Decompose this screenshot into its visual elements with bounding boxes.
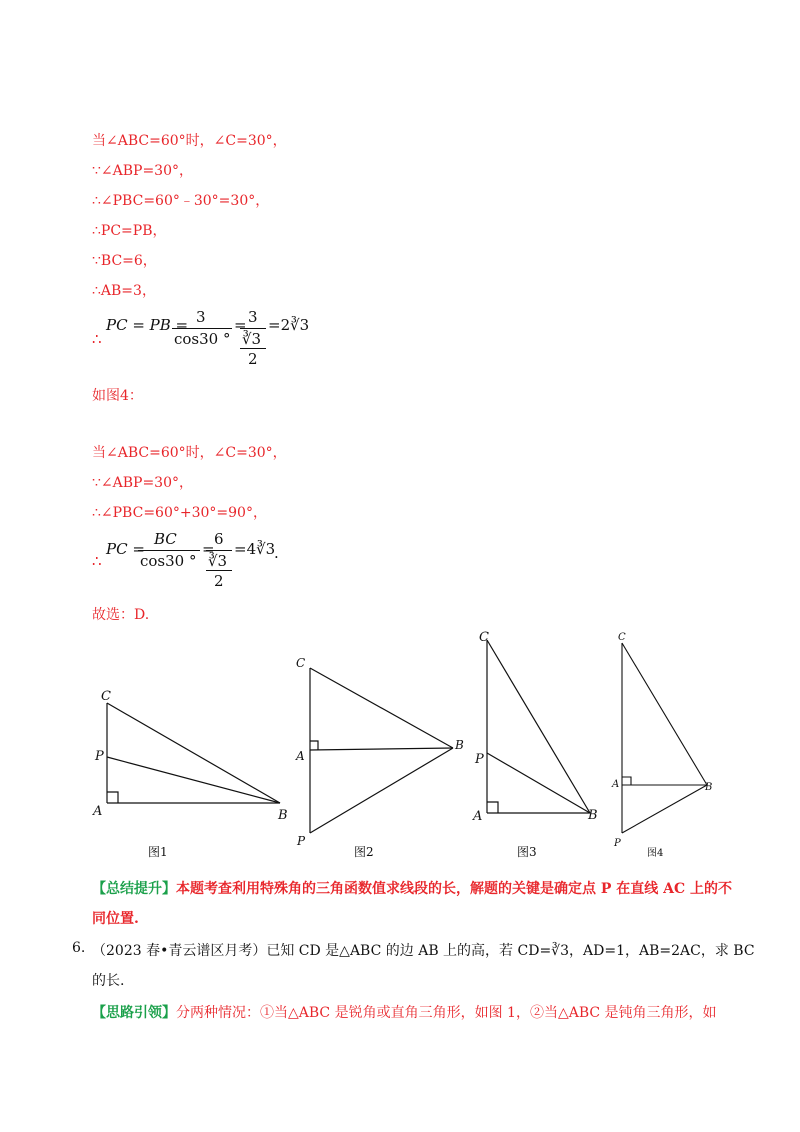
- figure-caption: 图4: [647, 848, 664, 859]
- formula-result: =4∛3: [234, 540, 276, 558]
- summary-line: 同位置.: [92, 911, 139, 927]
- solution-line: ∴∠PBC=60°+30°=90°，: [92, 505, 267, 521]
- solution-line: ∵∠ABP=30°，: [92, 475, 194, 491]
- figure-2: [310, 668, 453, 833]
- fraction-denominator: cos30 °: [174, 330, 231, 348]
- fig2-label-C: C: [296, 656, 306, 670]
- fig3-label-P: P: [475, 752, 484, 767]
- fig3-label-C: C: [479, 630, 489, 645]
- solution-line: ∴AB=3，: [92, 283, 156, 299]
- hint-line: [92, 1002, 717, 1022]
- solution-line: ∴PC=PB，: [92, 223, 167, 239]
- fig1-label-P: P: [95, 749, 104, 764]
- figure-3: [487, 640, 590, 813]
- fraction-numerator: BC: [154, 530, 177, 548]
- figure-4: [622, 643, 707, 833]
- formula-1: [92, 308, 352, 368]
- fraction-denominator: 2: [214, 572, 224, 590]
- equals-sign: =: [202, 540, 215, 558]
- answer-line: 故选：D.: [92, 607, 150, 623]
- fraction-denominator: 2: [248, 350, 258, 368]
- formula-lhs: PC =: [106, 540, 145, 558]
- therefore-symbol: ∴: [92, 552, 102, 570]
- figure-intro: 如图4：: [92, 388, 143, 404]
- solution-line: ∴∠PBC=60°﹣30°=30°，: [92, 193, 270, 209]
- formula-2: [92, 530, 372, 592]
- fraction-denominator: cos30 °: [140, 552, 197, 570]
- solution-line: ∵BC=6，: [92, 253, 157, 269]
- figure-caption: 图1: [148, 845, 168, 859]
- problem-text: （2023 春•青云谱区月考）已知 CD 是△ABC 的边 AB 上的高，若 CD=∛3，AD=1，AB=2AC，求 BC: [92, 943, 755, 959]
- figures: [0, 625, 800, 865]
- fig2-label-B: B: [455, 738, 464, 752]
- problem-text: 的长.: [92, 973, 125, 989]
- equals-sign: =: [234, 316, 247, 334]
- fig3-label-A: A: [473, 809, 483, 824]
- fig3-label-B: B: [588, 808, 598, 823]
- solution-line: 当∠ABC=60°时，∠C=30°，: [92, 133, 287, 149]
- fig1-label-B: B: [278, 808, 288, 823]
- summary-tag: 【总结提升】: [92, 881, 176, 897]
- fig4-label-A: A: [612, 779, 620, 790]
- problem-number: 6.: [72, 940, 86, 956]
- summary-line: [92, 878, 732, 898]
- solution-line: 当∠ABC=60°时，∠C=30°，: [92, 445, 287, 461]
- fraction-denominator: ∛3: [208, 552, 228, 570]
- fraction-denominator: ∛3: [242, 330, 262, 348]
- formula-tail: .: [274, 544, 279, 562]
- figure-1: [107, 703, 280, 803]
- figure-caption: 图2: [354, 845, 374, 859]
- fig1-label-A: A: [93, 804, 103, 819]
- fraction-numerator: 6: [214, 530, 224, 548]
- fraction-numerator: 3: [196, 308, 206, 326]
- fig4-label-B: B: [705, 782, 713, 793]
- formula-result: =2∛3: [268, 316, 310, 334]
- solution-line: ∵∠ABP=30°，: [92, 163, 194, 179]
- fig4-label-C: C: [618, 632, 626, 643]
- fig1-label-C: C: [101, 689, 111, 704]
- hint-tag: 【思路引领】: [92, 1005, 176, 1021]
- fig2-label-A: A: [296, 749, 305, 763]
- summary-text: 本题考查利用特殊角的三角函数值求线段的长，解题的关键是确定点 P 在直线 AC 上的不: [176, 881, 733, 897]
- fraction-numerator: 3: [248, 308, 258, 326]
- hint-text: 分两种情况：①当△ABC 是锐角或直角三角形，如图 1，②当△ABC 是钝角三角形，如: [176, 1005, 717, 1021]
- fig4-label-P: P: [614, 838, 621, 849]
- fig2-label-P: P: [297, 834, 306, 848]
- formula-lhs: PC = PB =: [106, 316, 189, 334]
- therefore-symbol: ∴: [92, 330, 102, 348]
- figure-caption: 图3: [517, 845, 537, 859]
